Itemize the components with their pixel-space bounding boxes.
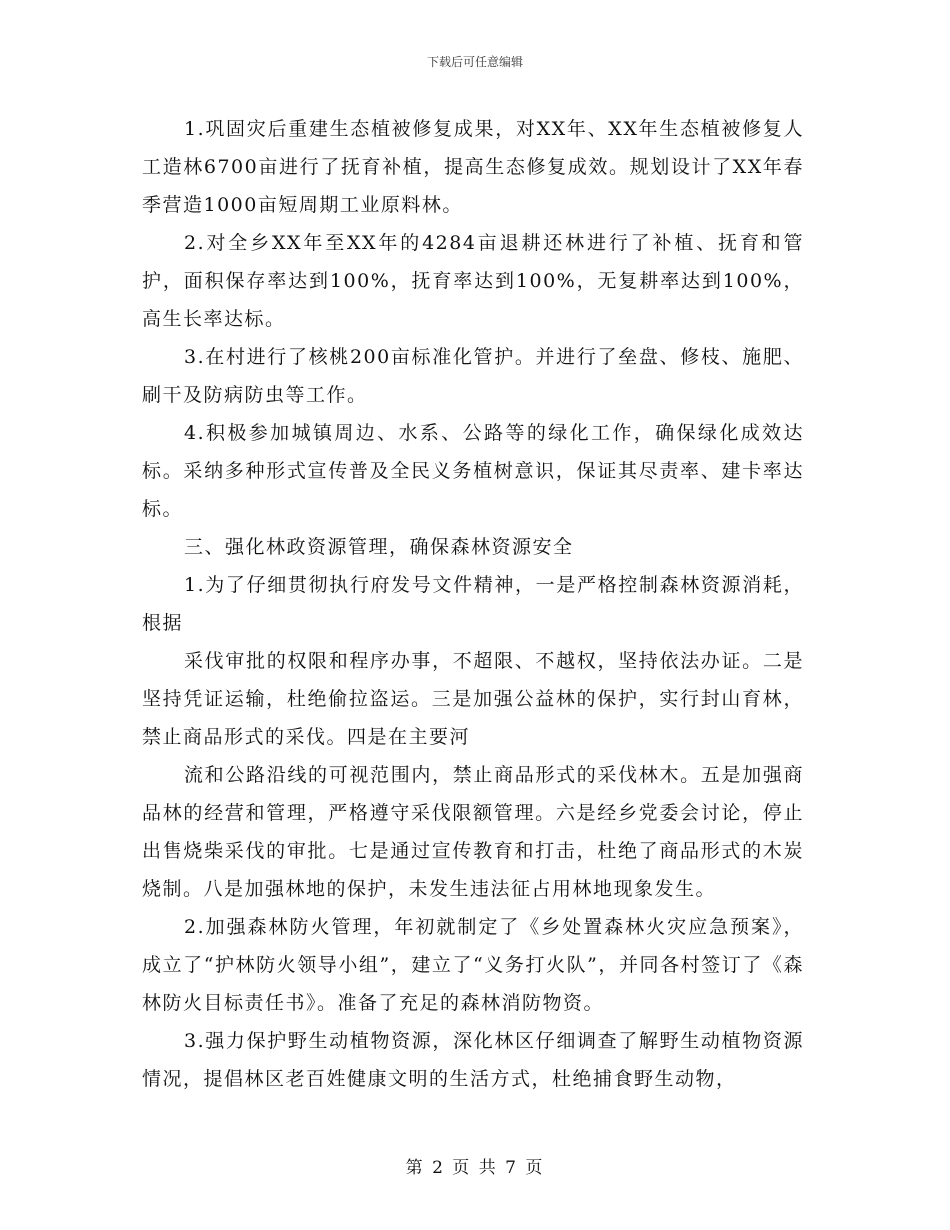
paragraph-9: 3.强力保护野生动植物资源，深化林区仔细调查了解野生动植物资源情况，提倡林区老百姓健康文明的生活方式，杜绝捕食野生动物， xyxy=(142,1030,804,1090)
paragraph-8: 2.加强森林防火管理，年初就制定了《乡处置森林火灾应急预案》，成立了“护林防火领导小组”，建立了“义务打火队”，并同各村签订了《森林防火目标责任书》。准备了充足的森林消防物资。 xyxy=(142,916,804,1014)
page-header: 下载后可任意编辑 xyxy=(426,55,523,69)
paragraph-7: 流和公路沿线的可视范围内，禁止商品形式的采伐林木。五是加强商品林的经营和管理，严格遵守采伐限额管理。六是经乡党委会讨论，停止出售烧柴采伐的审批。七是通过宣传教育和打击，杜绝了商品形式的木炭烧制。八是加强林地的保护，未发生违法征占用林地现象发生。 xyxy=(142,764,804,900)
paragraph-2: 2.对全乡XX年至XX年的4284亩退耕还林进行了补植、抚育和管护，面积保存率达到100%，抚育率达到100%，无复耕率达到100%，高生长率达标。 xyxy=(142,232,804,330)
paragraph-1: 1.巩固灾后重建生态植被修复成果，对XX年、XX年生态植被修复人工造林6700亩进行了抚育补植，提高生态修复成效。规划设计了XX年春季营造1000亩短周期工业原料林。 xyxy=(142,118,804,216)
section-heading: 三、强化林政资源管理，确保森林资源安全 xyxy=(184,536,574,558)
paragraph-6: 采伐审批的权限和程序办事，不超限、不越权，坚持依法办证。二是坚持凭证运输，杜绝偷拉盗运。三是加强公益林的保护，实行封山育林，禁止商品形式的采伐。四是在主要河 xyxy=(142,650,804,748)
page-footer: 第 2 页 共 7 页 xyxy=(405,1158,545,1178)
paragraph-4: 4.积极参加城镇周边、水系、公路等的绿化工作，确保绿化成效达标。采纳多种形式宣传普及全民义务植树意识，保证其尽责率、建卡率达标。 xyxy=(142,422,804,520)
document-body xyxy=(142,110,804,1098)
paragraph-3: 3.在村进行了核桃200亩标准化管护。并进行了垒盘、修枝、施肥、刷干及防病防虫等工作。 xyxy=(142,346,804,406)
paragraph-5: 1.为了仔细贯彻执行府发号文件精神，一是严格控制森林资源消耗，根据 xyxy=(142,574,804,634)
